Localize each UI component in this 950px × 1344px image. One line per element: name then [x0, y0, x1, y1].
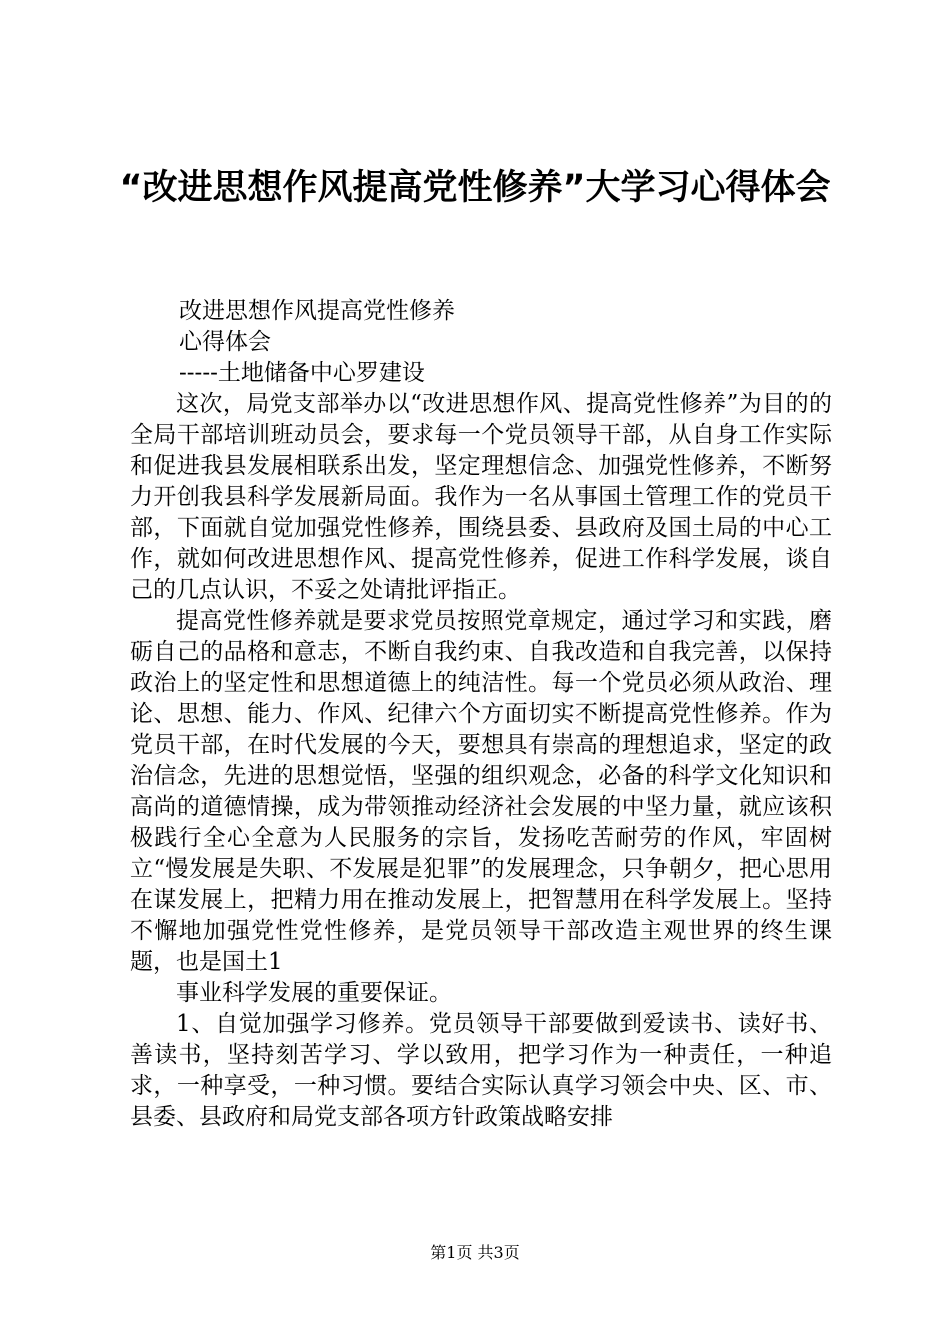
author-line: -----土地储备中心罗建设	[179, 360, 425, 386]
subtitle-line-1: 改进思想作风提高党性修养	[179, 298, 455, 324]
paragraph-3: 事业科学发展的重要保证。	[176, 980, 452, 1006]
paragraph-1: 这次，局党支部举办以“改进思想作风、提高党性修养”为目的的全局干部培训班动员会，要求每一个党员领导干部，从自身工作实际和促进我县发展相联系出发，坚定理想信念、加强党性修养，不断努力开创我县科学发展新局面。我作为一名从事国土管理工作的党员干部，下面就自觉加强党性修养，围绕县委、县政府及国土局的中心工作，就如何改进思想作风、提高党性修养，促进工作科学发展，谈自己的几点认识，不妥之处请批评指正。	[130, 391, 832, 603]
page-footer: 第1页 共3页	[430, 1243, 520, 1262]
document-title: “改进思想作风提高党性修养”大学习心得体会	[119, 168, 831, 208]
paragraph-4: 1、自觉加强学习修养。党员领导干部要做到爱读书、读好书、善读书，坚持刻苦学习、学以致用，把学习作为一种责任，一种追求，一种享受，一种习惯。要结合实际认真学习领会中央、区、市、县委、县政府和局党支部各项方针政策战略安排	[130, 1011, 832, 1130]
document-body	[130, 296, 832, 1133]
paragraph-2: 提高党性修养就是要求党员按照党章规定，通过学习和实践，磨砺自己的品格和意志，不断自我约束、自我改造和自我完善，以保持政治上的坚定性和思想道德上的纯洁性。每一个党员必须从政治、理论、思想、能力、作风、纪律六个方面切实不断提高党性修养。作为党员干部，在时代发展的今天，要想具有崇高的理想追求，坚定的政治信念，先进的思想觉悟，坚强的组织观念，必备的科学文化知识和高尚的道德情操，成为带领推动经济社会发展的中坚力量，就应该积极践行全心全意为人民服务的宗旨，发扬吃苦耐劳的作风，牢固树立“慢发展是失职、不发展是犯罪”的发展理念，只争朝夕，把心思用在谋发展上，把精力用在推动发展上，把智慧用在科学发展上。坚持不懈地加强党性党性修养，是党员领导干部改造主观世界的终生课题，也是国土1	[130, 608, 832, 975]
subtitle-line-2: 心得体会	[179, 329, 271, 355]
